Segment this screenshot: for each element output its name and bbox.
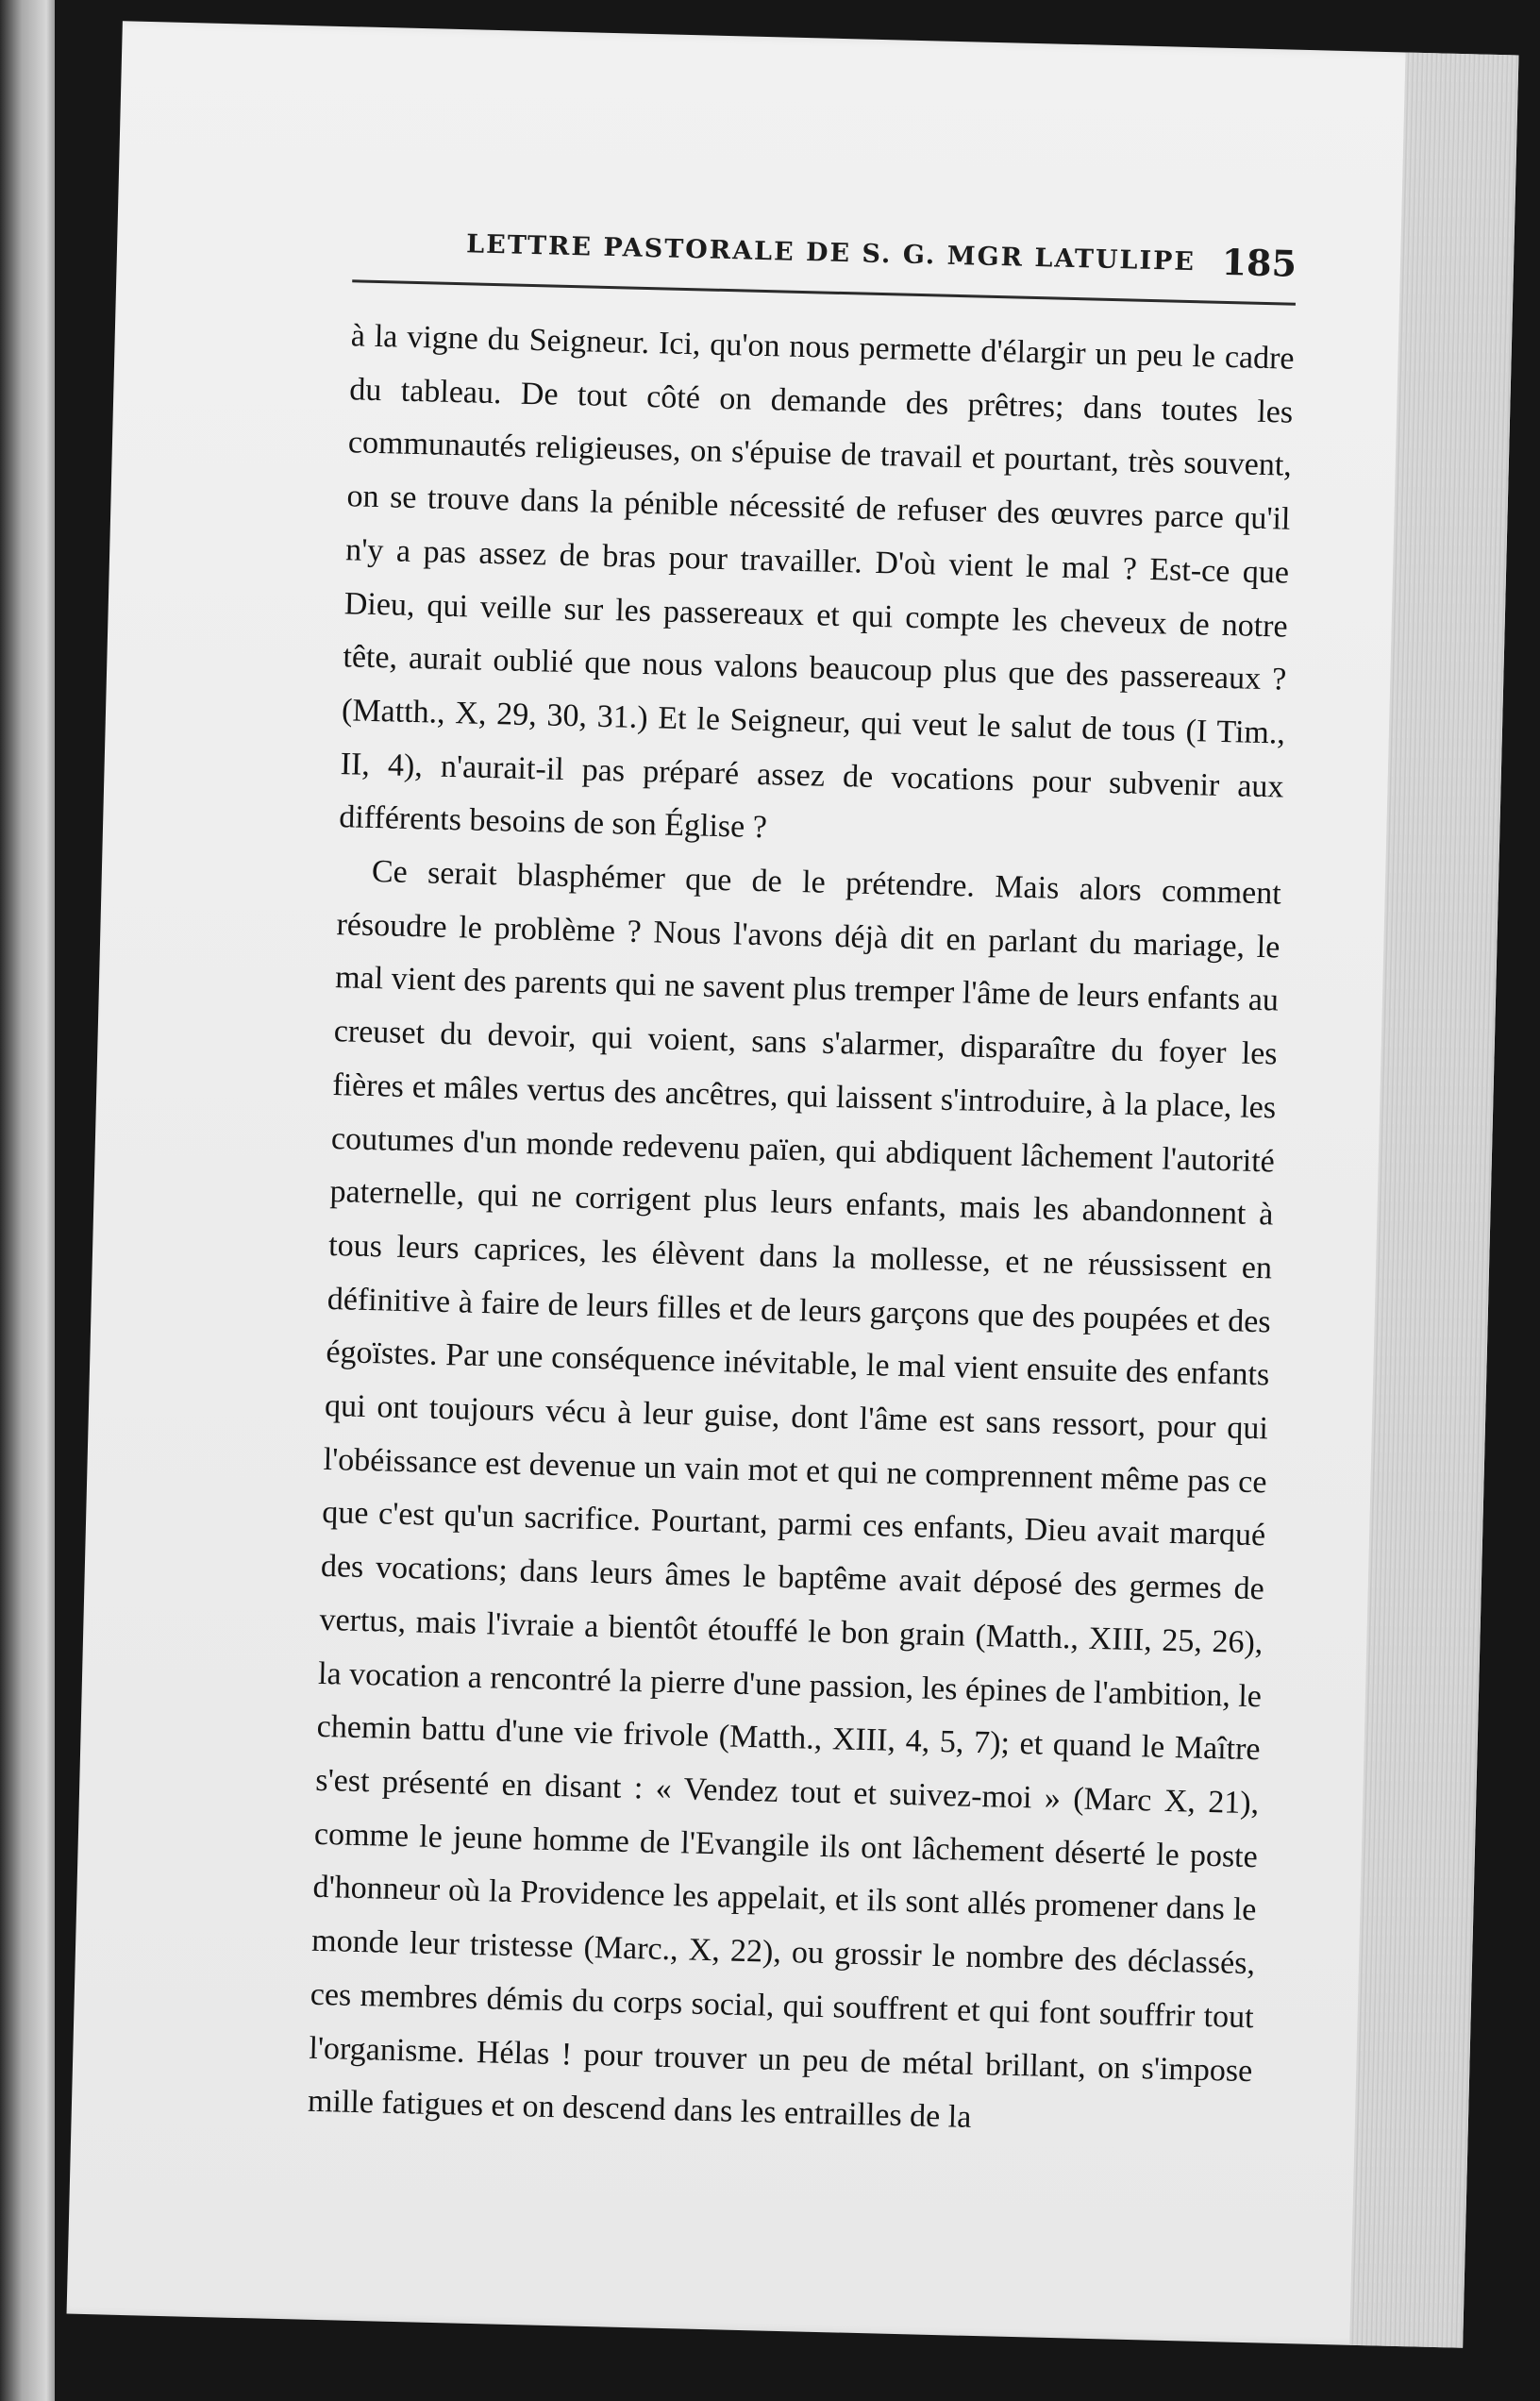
paragraph: Ce serait blasphémer que de le prétendre. Mais alors comment résoudre le problème ? Nous l'avons déjà dit en parlant du mariage, le mal vient des parents qui ne savent plus tremper l'âme de leurs enfants au creuset du devoir, qui voient, sans s'alarmer, disparaître du foyer les fières et mâles vertus des ancêtres, qui laissent s'introduire, à la place, les coutumes d'un monde redevenu païen, qui abdiquent lâchement l'autorité paternelle, qui ne corrigent plus leurs enfants, mais les abandonnent à tous leurs caprices, les élèvent dans la mollesse, et ne réussissent en définitive à faire de leurs filles et de leurs garçons que des poupées et des égoïstes. Par une conséquence inévitable, le mal vient ensuite des enfants qui ont toujours vécu à leur guise, dont l'âme est sans ressort, pour qui l'obéissance est devenue un vain mot et qui ne comprennent même pas ce que c'est qu'un sacrifice. Pourtant, parmi ces enfants, Dieu avait marqué des vocations; dans leurs âmes le baptême avait déposé des germes de vertus, mais l'ivraie a bientôt étouffé le bon grain (Matth., XIII, 25, 26), la vocation a rencontré la pierre d'une passion, les épines de l'ambition, le chemin battu d'une vie frivole (Matth., XIII, 4, 5, 7); et quand le Maître s'est présenté en disant : « Vendez tout et suivez-moi » (Marc X, 21), comme le jeune homme de l'Evangile ils ont lâchement déserté le poste d'honneur où la Providence les appelait, et ils sont allés promener dans le monde leur tristesse (Marc., X, 22), ou grossir le nombre des déclassés, ces membres démis du corps social, qui souffrent et qui font souffrir tout l'organisme. Hélas ! pour trouver un peu de métal brillant, on s'impose mille fatigues et on descend dans les entrailles de la bbox=[307, 854, 1282, 2136]
running-head bbox=[352, 223, 1297, 305]
page-number: 185 bbox=[1221, 240, 1297, 285]
page-block-edges bbox=[1349, 53, 1518, 2348]
body-text bbox=[307, 310, 1295, 2152]
left-page-edge bbox=[0, 0, 55, 2401]
paragraph: à la vigne du Seigneur. Ici, qu'on nous permette d'élargir un peu le cadre du tableau. De tout côté on demande des prêtres; dans toutes les communautés religieuses, on s'épuise de travail et pourtant, très souvent, on se trouve dans la pénible nécessité de refuser des œuvres parce qu'il n'y a pas assez de bras pour travailler. D'où vient le mal ? Est-ce que Dieu, qui veille sur les passereaux et qui compte les cheveux de notre tête, aurait oublié que nous valons beaucoup plus que des passereaux ? (Matth., X, 29, 30, 31.) Et le Seigneur, qui veut le salut de tous (I Tim., II, 4), n'aurait-il pas préparé assez de vocations pour subvenir aux différents besoins de son Église ? bbox=[338, 318, 1295, 846]
book-page bbox=[67, 21, 1519, 2347]
running-title: LETTRE PASTORALE DE S. G. MGR LATULIPE bbox=[465, 229, 1197, 277]
